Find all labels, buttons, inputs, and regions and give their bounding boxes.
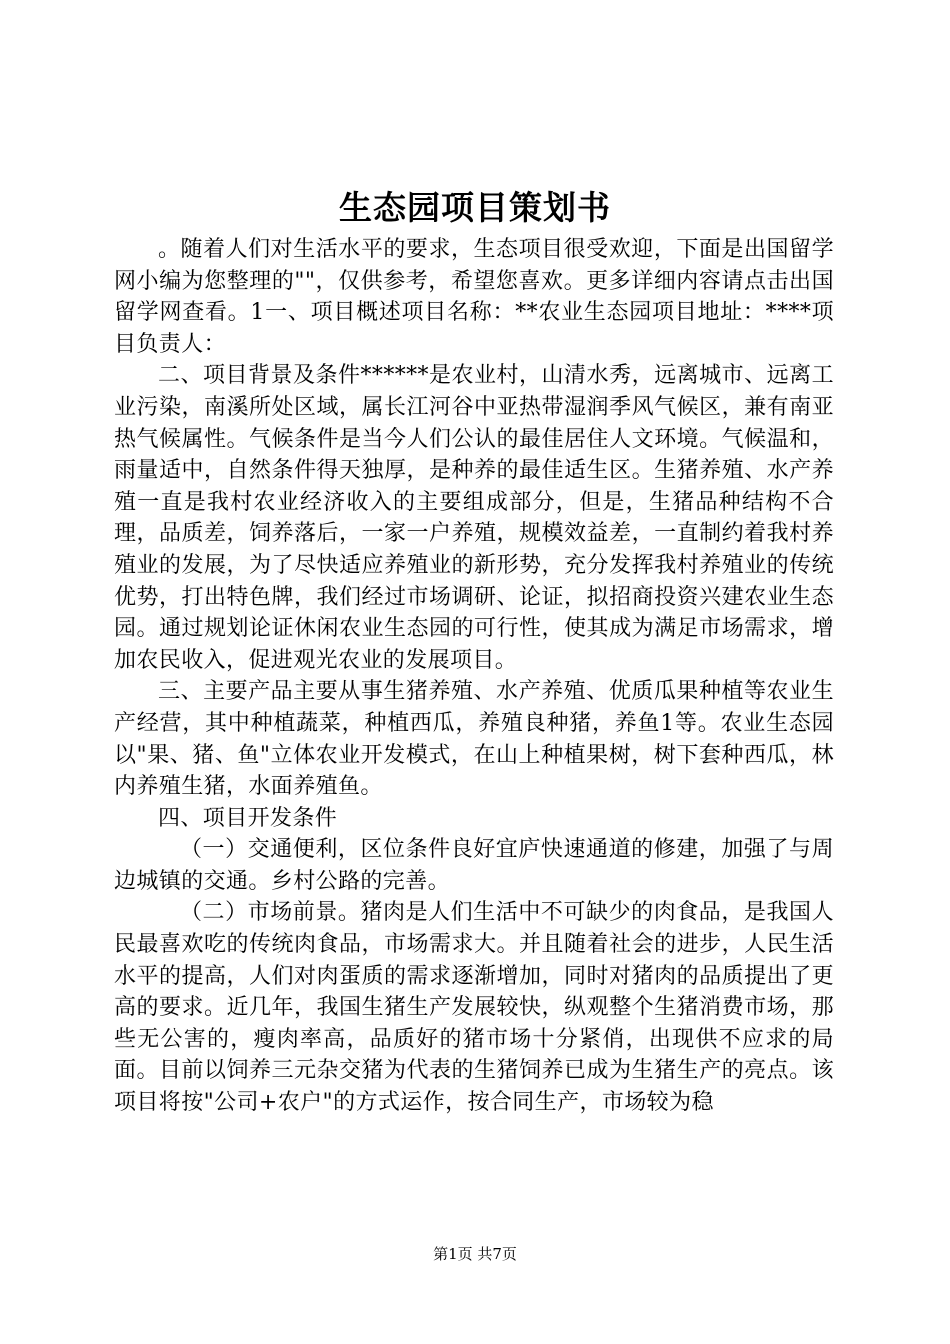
paragraph-transport: （一）交通便利，区位条件良好宜庐快速通道的修建，加强了与周边城镇的交通。乡村公路的完善。 <box>114 837 834 894</box>
document-title: 生态园项目策划书 <box>339 188 611 227</box>
page-footer: 第1页 共7页 <box>433 1245 517 1263</box>
paragraph-market: （二）市场前景。猪肉是人们生活中不可缺少的肉食品，是我国人民最喜欢吃的传统肉食品，市场需求大。并且随着社会的进步，人民生活水平的提高，人们对肉蛋质的需求逐渐增加，同时对猪肉的品质提出了更高的要求。近几年，我国生猪生产发展较快，纵观整个生猪消费市场，那些无公害的，瘦肉率高，品质好的猪市场十分紧俏，出现供不应求的局面。目前以饲养三元杂交猪为代表的生猪饲养已成为生猪生产的亮点。该项目将按"公司+农户"的方式运作，按合同生产，市场较为稳 <box>114 900 834 1116</box>
paragraph-intro: 。随着人们对生活水平的要求，生态项目很受欢迎，下面是出国留学网小编为您整理的""，仅供参考，希望您喜欢。更多详细内容请点击出国留学网查看。1一、项目概述项目名称：**农业生态园项目地址：****项目负责人： <box>114 237 834 357</box>
paragraph-background: 二、项目背景及条件******是农业村，山清水秀，远离城市、远离工业污染，南溪所处区域，属长江河谷中亚热带湿润季风气候区，兼有南亚热气候属性。气候条件是当今人们公认的最佳居住人文环境。气候温和，雨量适中，自然条件得天独厚，是种养的最佳适生区。生猪养殖、水产养殖一直是我村农业经济收入的主要组成部分，但是，生猪品种结构不合理，品质差，饲养落后，一家一户养殖，规模效益差，一直制约着我村养殖业的发展，为了尽快适应养殖业的新形势，充分发挥我村养殖业的传统优势，打出特色牌，我们经过市场调研、论证，拟招商投资兴建农业生态园。通过规划论证休闲农业生态园的可行性，使其成为满足市场需求，增加农民收入，促进观光农业的发展项目。 <box>114 363 834 673</box>
paragraph-products: 三、主要产品主要从事生猪养殖、水产养殖、优质瓜果种植等农业生产经营，其中种植蔬菜，种植西瓜，养殖良种猪，养鱼1等。农业生态园以"果、猪、鱼"立体农业开发模式，在山上种植果树，树下套种西瓜，林内养殖生猪，水面养殖鱼。 <box>114 679 834 800</box>
section-heading-development-conditions: 四、项目开发条件 <box>158 805 338 831</box>
document-body <box>114 234 834 1119</box>
